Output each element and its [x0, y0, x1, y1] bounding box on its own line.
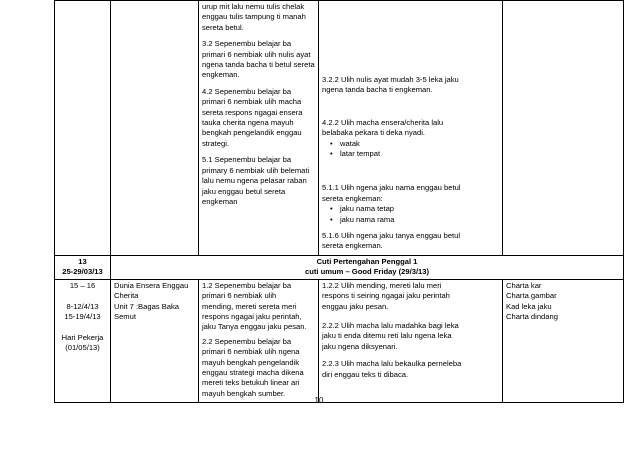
list-item: • jaku nama tetap: [340, 204, 499, 214]
list-item: • jaku nama rama: [340, 215, 499, 225]
text-line: 4.2.2 Ulih macha ensera/cherita lalu: [322, 117, 444, 127]
text-line: 1.2 Sepenembu belajar ba: [202, 280, 292, 290]
text-line: Charta kar: [506, 280, 542, 290]
text-line: 15 – 16: [69, 280, 96, 290]
standard-paragraph: [202, 2, 315, 33]
standard-cell: [199, 1, 319, 256]
text-line: Charta dindang: [506, 311, 558, 321]
list-item: • watak: [340, 139, 499, 149]
week-cell: [55, 279, 111, 402]
text-line: lalu nemu ngena pelasar raban: [202, 176, 307, 186]
text-line: 15-19/4/13: [64, 311, 101, 321]
text-line: Cherita: [114, 291, 139, 301]
table-row-holiday: [55, 255, 624, 279]
text-line: sereta engkeman:: [322, 193, 383, 203]
text-line: 5.1.6 Ulih ngena jaku tanya enggau betul: [322, 231, 461, 241]
objective-paragraph: [322, 118, 499, 160]
text-line: Kad leka jaku: [506, 301, 552, 311]
week-cell: [55, 1, 111, 256]
table-row: [55, 279, 624, 402]
text-line: jaku ngena diksyenari.: [322, 341, 398, 351]
text-line: primari 6 nembiak ulih ngena: [202, 347, 300, 357]
table-row-continued: [55, 1, 624, 256]
text-line: enggau tulis tampung ti manah: [202, 12, 306, 22]
holiday-cell: [111, 255, 624, 279]
objective-cell: [319, 1, 503, 256]
holiday-title: Cuti Pertengahan Penggal 1: [316, 256, 418, 266]
text-line: jaku Tanya enggau jaku pesan.: [202, 322, 307, 332]
text-line: belabaka pekara ti deka nyadi.: [322, 128, 426, 138]
text-line: respons ti seiring ngagai jaku perintah: [322, 291, 450, 301]
objective-paragraph: [322, 281, 499, 312]
text-line: enggau strategi macha dikena: [202, 367, 304, 377]
text-line: primari 6 nembiak ulih macha: [202, 97, 302, 107]
objective-cell: [319, 279, 503, 402]
standard-paragraph: [202, 39, 315, 81]
text-line: jaku ti enda ditemu reti lalu ngena leka: [322, 331, 452, 341]
text-line: tauka cherita ngena mayuh: [202, 118, 294, 128]
text-line: enggau jaku pesan.: [322, 301, 389, 311]
text-line: mereti teks betukuh linear ari: [202, 378, 300, 388]
text-line: 3.2 Sepenembu belajar ba: [202, 39, 292, 49]
text-line: 5.1.1 Ulih ngena jaku nama enggau betul: [322, 183, 461, 193]
text-line: mayuh bengkah pengelandik: [202, 357, 300, 367]
text-line: Charta gambar: [506, 291, 557, 301]
page-number: 10: [314, 396, 324, 405]
text-line: strategi.: [202, 138, 230, 148]
text-line: diri enggau teks ti dibaca.: [322, 369, 409, 379]
text-line: sereta engkeman.: [322, 241, 383, 251]
text-line: jaku enggau betul sereta: [202, 186, 286, 196]
text-line: 8-12/4/13: [66, 301, 99, 311]
text-line: primari 6 nembiak ulih nulis ayat: [202, 49, 311, 59]
objective-paragraph: [322, 359, 499, 380]
material-cell: [503, 279, 624, 402]
standard-paragraph: [202, 155, 315, 207]
objective-paragraph: [322, 183, 499, 225]
text-line: respons ngagai jaku perintah,: [202, 311, 302, 321]
week-number: 13: [78, 256, 87, 266]
holiday-subtitle: cuti umum – Good Friday (29/3/13): [304, 267, 430, 277]
theme-cell: [111, 1, 199, 256]
objective-paragraph: [322, 321, 499, 352]
bullet-list: [322, 204, 499, 225]
text-line: 1.2.2 Ulih mending, mereti lalu meri: [322, 280, 442, 290]
standard-paragraph: [202, 337, 315, 399]
text-line: 2.2.2 Ulih macha lalu madahka bagi leka: [322, 320, 459, 330]
text-line: Unit 7 :Bagas Baka: [114, 301, 180, 311]
text-line: primary 6 nembiak ulih belemati: [202, 165, 310, 175]
theme-cell: [111, 279, 199, 402]
text-line: ngena tanda bacha ti engkeman.: [322, 85, 433, 95]
material-cell: [503, 1, 624, 256]
text-line: mending, mereti sereta meri: [202, 301, 297, 311]
text-line: urup mit lalu nemu tulis chelak: [202, 2, 305, 11]
list-item: • latar tempat: [340, 149, 499, 159]
text-line: sereta respons ngagai ensera: [202, 107, 303, 117]
text-line: engkeman.: [202, 70, 240, 80]
text-line: 4.2 Sepenembu belajar ba: [202, 86, 292, 96]
text-line: (01/05/13): [65, 343, 100, 353]
text-line: 5.1 Sepenembu belajar ba: [202, 155, 292, 165]
objective-paragraph: [322, 75, 499, 96]
text-line: 2.2.3 Ulih macha lalu bekaulka perneleba: [322, 359, 462, 369]
text-line: 2.2 Sepenembu belajar ba: [202, 336, 292, 346]
week-cell: [55, 255, 111, 279]
text-line: primari 6 nembiak ulih: [202, 291, 277, 301]
standard-cell: [199, 279, 319, 402]
text-line: bengkah pengelandik enggau: [202, 128, 302, 138]
objective-paragraph: [322, 231, 499, 252]
bullet-list: [322, 139, 499, 160]
text-line: 3.2.2 Ulih nulis ayat mudah 3-5 leka jaku: [322, 75, 459, 84]
syllabus-table: [54, 0, 624, 403]
standard-paragraph: [202, 87, 315, 149]
text-line: Dunia Ensera Enggau: [114, 280, 189, 290]
text-line: mayuh bengkah sumber.: [202, 388, 286, 398]
standard-paragraph: [202, 281, 315, 333]
week-dates: 25-29/03/13: [62, 267, 103, 277]
text-line: Hari Pekerja: [61, 332, 104, 342]
text-line: engkeman: [202, 196, 238, 206]
text-line: Semut: [114, 311, 136, 321]
text-line: ngena tanda bacha ti betul sereta: [202, 60, 315, 70]
text-line: sereta betul.: [202, 22, 244, 32]
